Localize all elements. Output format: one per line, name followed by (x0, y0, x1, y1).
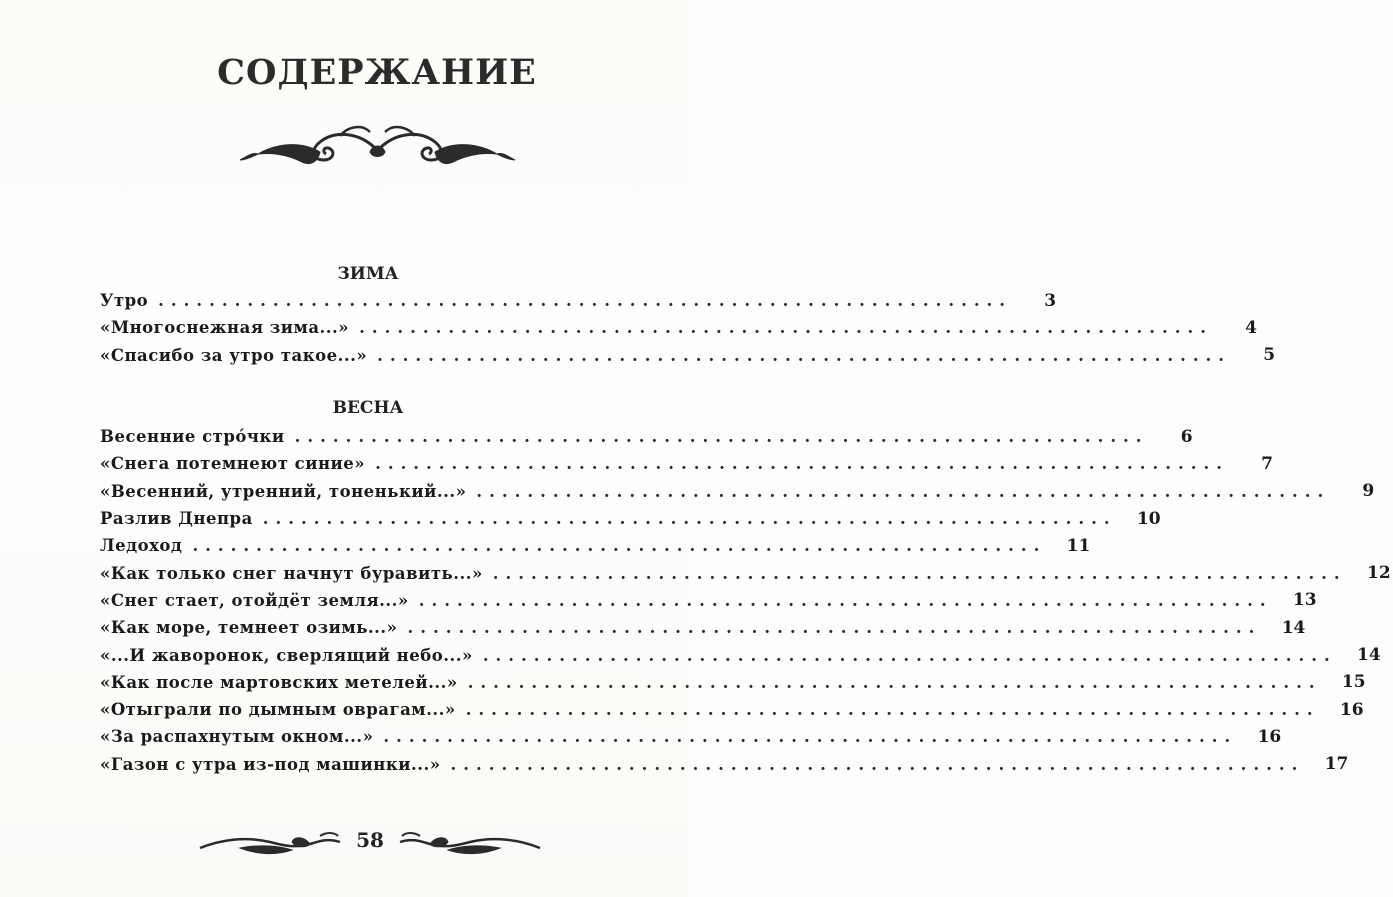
toc-entry[interactable] (100, 423, 1193, 450)
leader-dots: ................................................................... (476, 481, 1331, 501)
toc-entry-page: 3 (1044, 290, 1057, 311)
leader-dots: ................................................................... (418, 590, 1273, 610)
toc-entry-page: 14 (1281, 617, 1306, 638)
leader-dots: ................................................................... (192, 536, 1047, 556)
leader-dots: ................................................................... (450, 754, 1305, 774)
toc-entry-title: «Снег стает, отойдёт земля...» (100, 590, 409, 610)
section-heading-spring: ВЕСНА (332, 398, 404, 418)
toc-entry-title: Утро (100, 291, 149, 311)
leader-dots: ................................................................... (465, 700, 1320, 720)
toc-entry-title: «Многоснежная зима...» (100, 318, 350, 338)
toc-entry-page: 16 (1257, 726, 1282, 747)
toc-entry[interactable] (100, 723, 1282, 750)
toc-entry-page: 4 (1245, 317, 1257, 338)
toc-entry-title: «Снега потемнеют синие» (100, 454, 366, 474)
leader-dots: ................................................................... (262, 509, 1117, 529)
toc-entry-title: «...И жаворонок, сверлящий небо...» (100, 645, 473, 665)
leader-dots: ................................................................... (294, 427, 1149, 447)
section-heading-winter: ЗИМА (337, 264, 399, 284)
toc-entry[interactable] (100, 505, 1161, 532)
toc-entry[interactable] (100, 342, 1276, 369)
toc-entry-title: «Как море, темнеет озимь...» (100, 618, 398, 638)
toc-entry[interactable] (100, 614, 1306, 641)
toc-entry-title: «Спасибо за утро такое...» (100, 345, 368, 365)
toc-entry[interactable] (100, 696, 1364, 723)
page-title: СОДЕРЖАНИЕ (217, 52, 537, 93)
leader-dots: ................................................................... (377, 345, 1232, 365)
toc-entry-title: «За распахнутым окном...» (100, 727, 374, 747)
toc-entry-page: 7 (1261, 453, 1273, 474)
toc-entry-title: Весенние стро́чки (100, 427, 285, 447)
toc-entry[interactable] (100, 450, 1273, 477)
toc-entry-title: «Как после мартовских метелей...» (100, 672, 458, 692)
toc-list-spring (100, 423, 1391, 778)
leader-dots: ................................................................... (407, 618, 1262, 638)
toc-entry-page: 12 (1367, 563, 1391, 584)
toc-entry[interactable] (100, 478, 1375, 505)
toc-entry-page: 15 (1341, 672, 1366, 693)
toc-entry[interactable] (100, 587, 1317, 614)
toc-entry-title: Разлив Днепра (100, 509, 253, 529)
toc-entry[interactable] (100, 751, 1349, 778)
toc-entry-title: «Весенний, утренний, тоненький...» (100, 481, 467, 501)
toc-entry-title: Ледоход (100, 536, 183, 556)
toc-entry-title: «Как только снег начнут буравить...» (100, 563, 483, 583)
toc-entry-title: «Газон с утра из-под машинки...» (100, 754, 441, 774)
toc-entry[interactable] (100, 559, 1391, 586)
leader-dots: ................................................................... (482, 645, 1337, 665)
toc-entry-page: 17 (1324, 754, 1349, 775)
toc-entry-page: 5 (1263, 345, 1276, 366)
toc-entry-page: 16 (1339, 699, 1364, 720)
toc-entry-page: 13 (1292, 590, 1317, 611)
leader-dots: ................................................................... (383, 727, 1238, 747)
toc-entry[interactable] (100, 641, 1381, 668)
toc-entry-page: 11 (1066, 535, 1091, 556)
toc-entry[interactable] (100, 287, 1057, 314)
toc-entry-page: 10 (1136, 508, 1161, 529)
page-number: 58 (356, 828, 384, 852)
toc-entry[interactable] (100, 669, 1366, 696)
toc-entry-page: 6 (1180, 426, 1193, 447)
toc-entry-page: 14 (1357, 645, 1381, 666)
toc-entry[interactable] (100, 532, 1091, 559)
flourish-ornament-icon (240, 122, 515, 172)
leader-dots: ................................................................... (467, 672, 1322, 692)
leader-dots: ................................................................... (492, 563, 1347, 583)
leader-dots: ................................................................... (375, 454, 1229, 474)
toc-entry-title: «Отыграли по дымным оврагам...» (100, 700, 456, 720)
leader-dots: ................................................................... (359, 318, 1213, 338)
leader-dots: ................................................................... (158, 291, 1013, 311)
toc-list-winter (100, 287, 1276, 369)
toc-entry[interactable] (100, 314, 1257, 341)
toc-entry-page: 9 (1362, 481, 1375, 502)
